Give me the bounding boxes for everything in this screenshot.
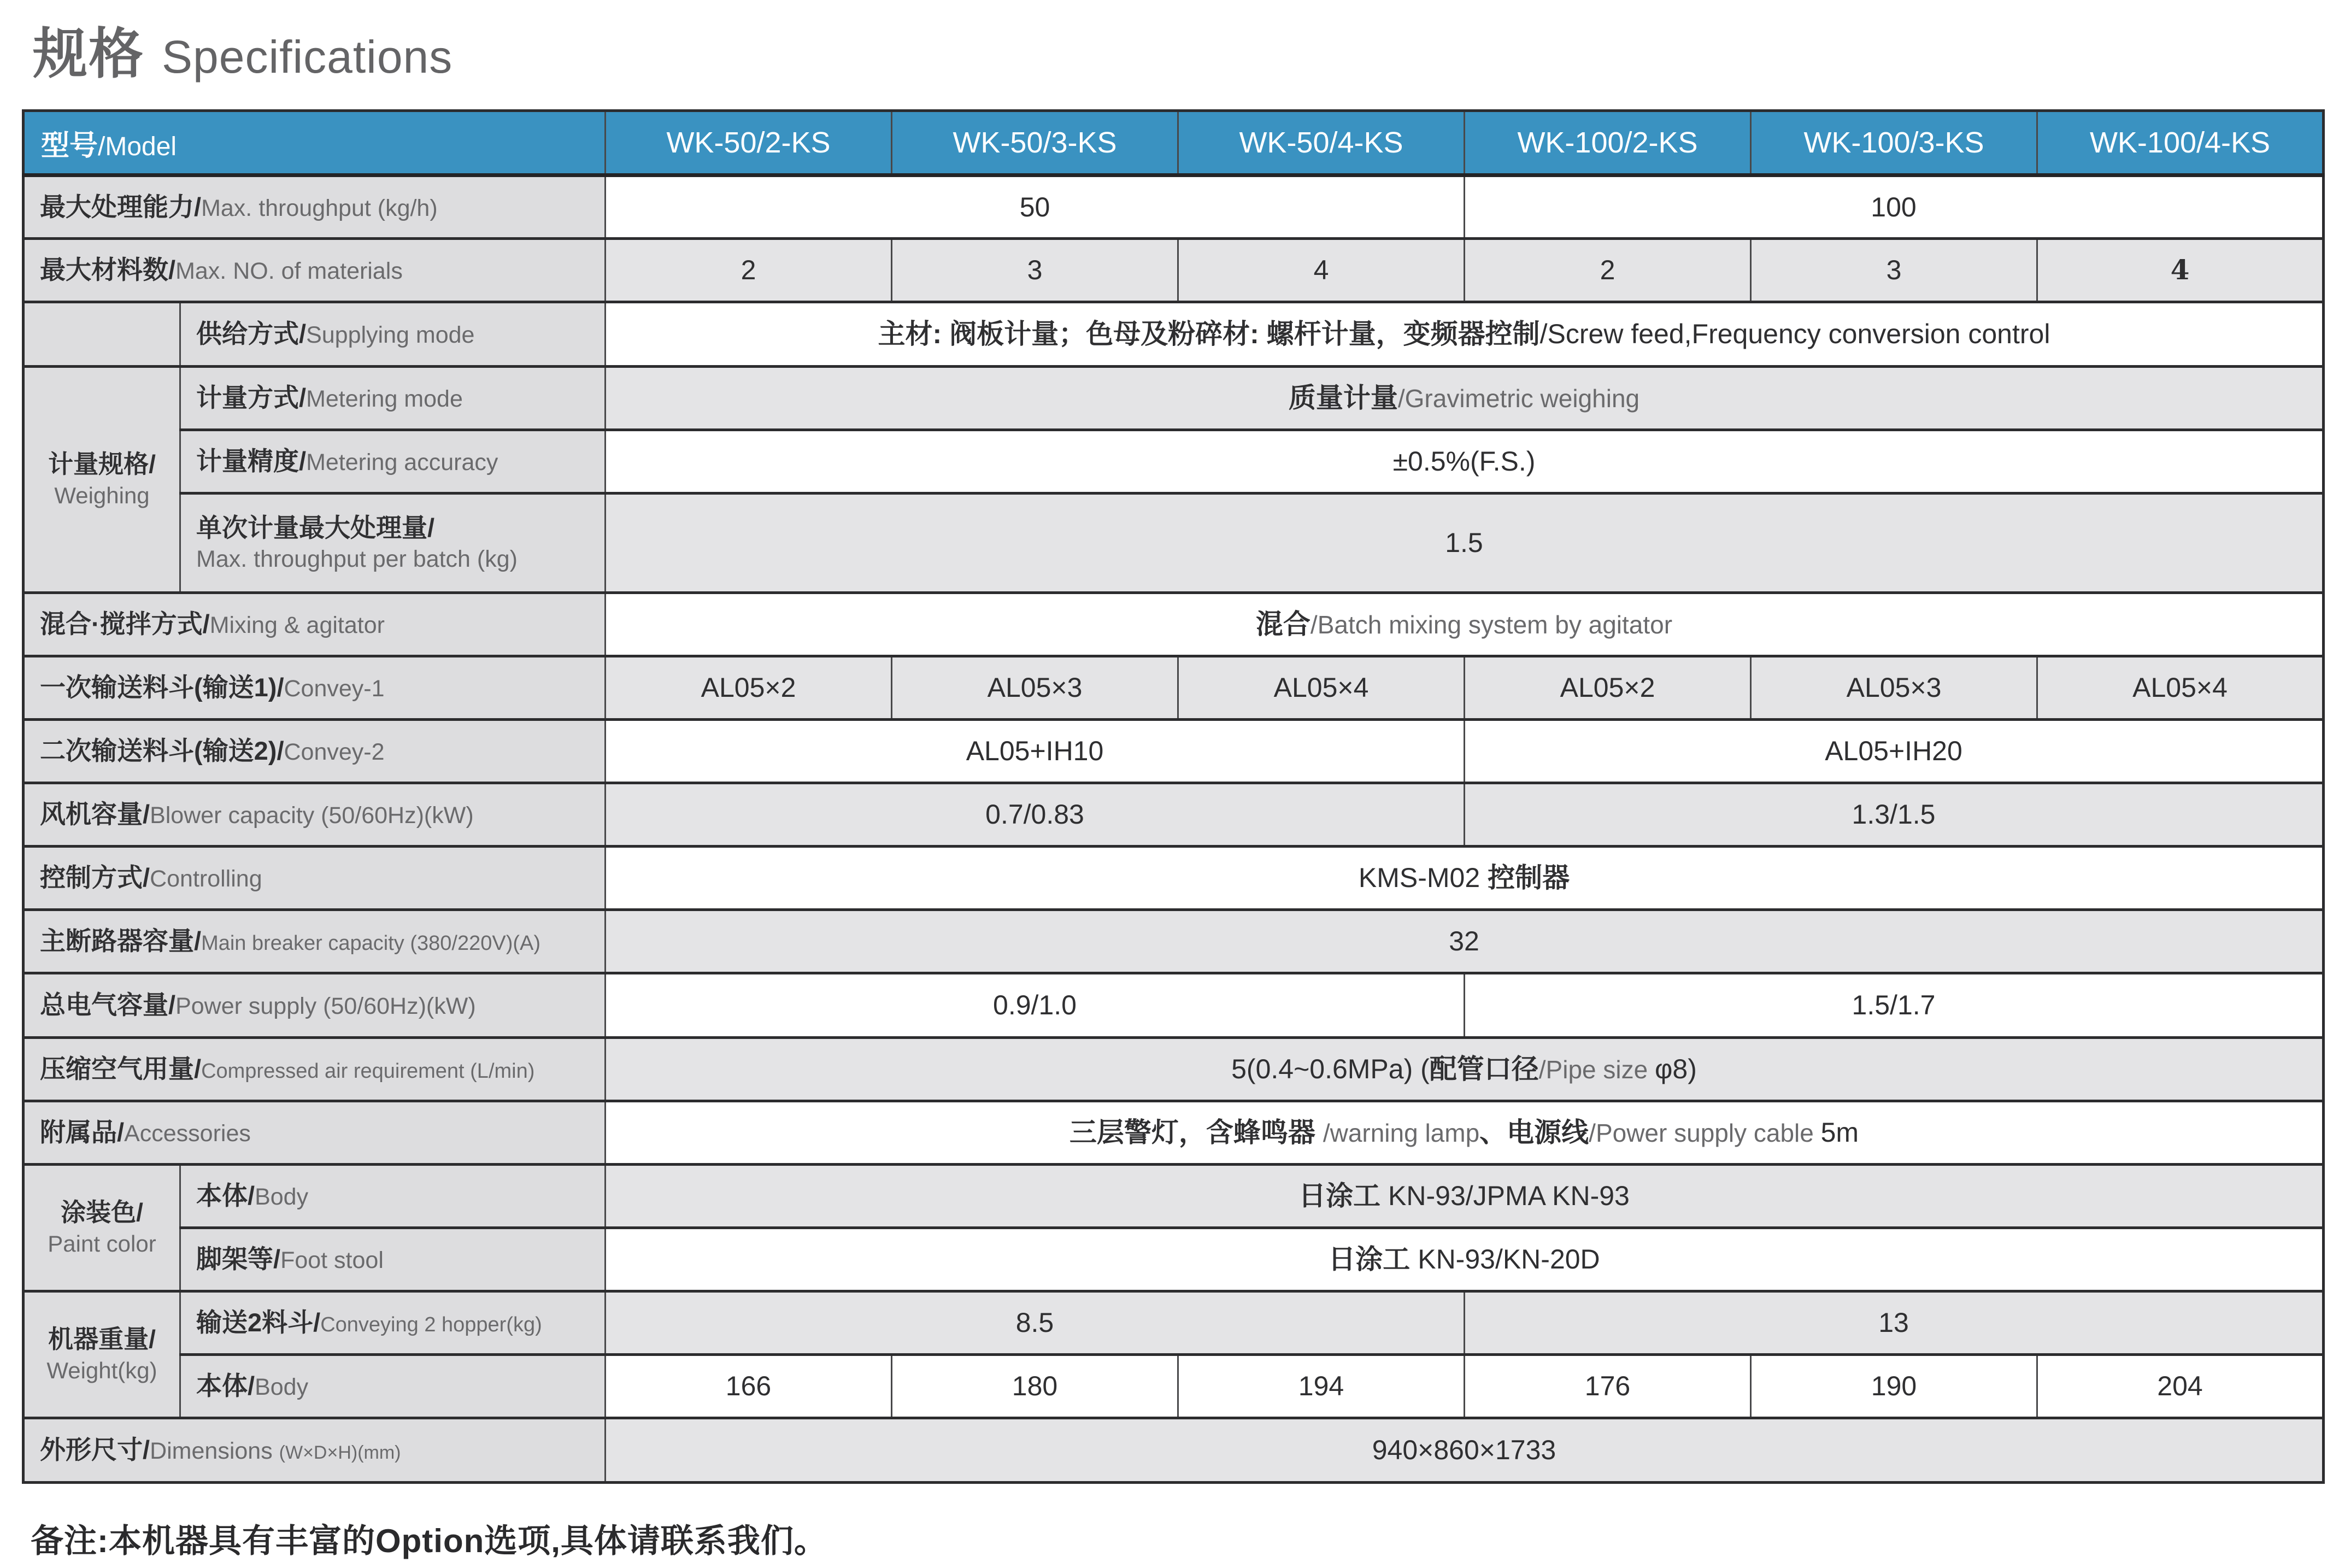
label-power-supply [23, 973, 606, 1038]
model-header-row [23, 111, 2324, 175]
value-weight-body-5 [2037, 1355, 2324, 1418]
label-zh: 脚架等/ [196, 1244, 281, 1274]
label-zh: 输送2料斗/ [196, 1308, 321, 1337]
value-blower-capacity-1 [1465, 783, 2324, 847]
text-segment: AL05×4 [2132, 672, 2228, 703]
label-en: Conveying 2 hopper(kg) [320, 1313, 542, 1337]
label-max-throughput [23, 175, 606, 239]
value-convey-1-5 [2037, 656, 2324, 720]
row-blower-capacity [23, 783, 2324, 847]
row-paint-body [23, 1165, 2324, 1228]
row-metering-accuracy [23, 430, 2324, 494]
row-accessories [23, 1101, 2324, 1165]
label-en: Main breaker capacity (380/220V)(A) [201, 932, 541, 955]
value-weight-body-3 [1465, 1355, 1751, 1418]
text-segment: 3 [1027, 255, 1043, 286]
label-zh: 总电气容量/ [40, 990, 176, 1020]
text-segment: AL05×3 [1846, 672, 1942, 703]
label-zh: 控制方式/ [40, 863, 150, 892]
text-segment: 50 [1019, 191, 1050, 222]
row-max-throughput [23, 175, 2324, 239]
label-en: Blower capacity (50/60Hz)(kW) [150, 802, 474, 829]
value-weight-convey-hopper-1 [1465, 1291, 2324, 1355]
group-label-en: Weighing [54, 483, 150, 509]
label-accessories [23, 1101, 606, 1165]
model-label-zh: 型号 [41, 130, 98, 162]
row-convey-1 [23, 656, 2324, 720]
group-label-zh: 涂装色/ [61, 1198, 143, 1227]
value-accessories-0 [606, 1101, 2324, 1165]
text-segment: 日涂工 [1328, 1244, 1418, 1275]
text-segment: KN-93/KN-20D [1418, 1244, 1600, 1275]
row-supplying-mode [23, 302, 2324, 367]
label-en: Mixing & agitator [209, 612, 385, 639]
model-header-wk-100-2-ks: WK-100/2-KS [1465, 111, 1751, 175]
label-en: Body [255, 1374, 309, 1401]
text-segment: KN-93/JPMA KN-93 [1388, 1181, 1630, 1212]
text-segment: ±0.5%(F.S.) [1392, 446, 1536, 477]
label-line2 [196, 544, 600, 574]
text-segment: 主材: 阀板计量；色母及粉碎材: 螺杆计量，变频器控制 [878, 319, 1540, 350]
label-convey-1 [23, 656, 606, 720]
value-max-materials-3 [1465, 239, 1751, 302]
label-zh: 供给方式/ [196, 319, 307, 349]
label-weight-convey-hopper [180, 1291, 606, 1355]
label-en: Accessories [124, 1120, 251, 1147]
text-segment: 控制器 [1488, 862, 1570, 894]
text-segment: /Power supply cable [1589, 1119, 1821, 1148]
value-convey-2-1 [1465, 720, 2324, 783]
value-weight-body-1 [892, 1355, 1178, 1418]
text-segment: /Gravimetric weighing [1397, 384, 1640, 413]
model-label-en: /Model [98, 132, 177, 161]
text-segment: 0.9/1.0 [993, 990, 1077, 1021]
text-segment: 940×860×1733 [1372, 1435, 1556, 1466]
value-supplying-mode-0 [606, 302, 2324, 367]
value-power-supply-0 [606, 973, 1465, 1038]
row-controlling [23, 847, 2324, 910]
label-paint-foot-stool [180, 1228, 606, 1291]
text-segment: AL05+IH10 [966, 736, 1104, 767]
label-metering-accuracy [180, 430, 606, 494]
text-segment: 质量计量 [1288, 383, 1398, 414]
label-zh: 最大处理能力/ [40, 192, 202, 221]
label-zh: 外形尺寸/ [40, 1435, 150, 1465]
value-max-throughput-1 [1465, 175, 2324, 239]
text-segment: AL05×4 [1273, 672, 1369, 703]
value-blower-capacity-0 [606, 783, 1465, 847]
row-paint-foot-stool [23, 1228, 2324, 1291]
row-power-supply [23, 973, 2324, 1038]
spec-table-head [23, 111, 2324, 175]
label-zh: 单次计量最大处理量/ [196, 513, 435, 542]
value-weight-body-2 [1178, 1355, 1465, 1418]
footer-note: 备注:本机器具有丰富的Option选项,具体请联系我们。 [31, 1523, 827, 1559]
label-en: Dimensions [150, 1438, 279, 1465]
text-segment: 204 [2157, 1371, 2203, 1402]
label-metering-mode [180, 367, 606, 430]
label-dimensions [23, 1418, 606, 1483]
label-en: Convey-1 [284, 676, 385, 702]
label-en: Foot stool [280, 1247, 384, 1274]
value-metering-mode-0 [606, 367, 2324, 430]
group-paint-body [23, 1165, 180, 1291]
group-label-en: Weight(kg) [46, 1358, 157, 1384]
row-metering-mode [23, 367, 2324, 430]
page-title-zh: 规格 [33, 24, 144, 85]
text-segment: 2 [741, 255, 756, 286]
label-zh: 二次输送料斗(输送2)/ [40, 736, 284, 766]
text-segment: /Pipe size [1538, 1055, 1655, 1084]
text-segment: /Screw feed,Frequency conversion control [1539, 319, 2050, 350]
text-segment: 3 [1886, 255, 1902, 286]
label-mixing [23, 593, 606, 656]
text-segment: 5m [1820, 1117, 1859, 1148]
text-segment: AL05×2 [1560, 672, 1655, 703]
row-mixing [23, 593, 2324, 656]
text-segment: AL05×3 [987, 672, 1083, 703]
label-en: Max. throughput per batch (kg) [196, 546, 518, 573]
text-segment: 0.7/0.83 [985, 799, 1084, 830]
row-max-materials [23, 239, 2324, 302]
group-weight-convey-hopper [23, 1291, 180, 1418]
row-compressed-air [23, 1038, 2324, 1101]
value-mixing-0 [606, 593, 2324, 656]
model-header-wk-50-2-ks: WK-50/2-KS [606, 111, 892, 175]
label-zh: 最大材料数/ [40, 255, 176, 285]
text-segment: AL05+IH20 [1825, 736, 1962, 767]
text-segment: AL05×2 [701, 672, 796, 703]
label-zh: 混合·搅拌方式/ [40, 609, 210, 639]
label-zh: 一次输送料斗(输送1)/ [40, 673, 284, 702]
label-en: Convey-2 [284, 739, 385, 766]
model-header-wk-50-4-ks: WK-50/4-KS [1178, 111, 1465, 175]
text-segment: 4 [2170, 254, 2190, 286]
text-segment: /warning lamp [1323, 1119, 1480, 1148]
value-power-supply-1 [1465, 973, 2324, 1038]
label-max-batch [180, 494, 606, 593]
text-segment: 日涂工 [1298, 1181, 1389, 1212]
page-title [33, 10, 453, 89]
label-zh: 压缩空气用量/ [40, 1054, 202, 1084]
row-main-breaker [23, 910, 2324, 973]
text-segment: KMS-M02 [1358, 862, 1488, 894]
value-main-breaker-0 [606, 910, 2324, 973]
value-convey-1-1 [892, 656, 1178, 720]
text-segment: 1.5 [1445, 527, 1483, 559]
label-zh: 计量方式/ [196, 383, 307, 413]
spec-table-body [23, 175, 2324, 1483]
label-max-materials [23, 239, 606, 302]
value-max-materials-2 [1178, 239, 1465, 302]
text-segment: 100 [1871, 191, 1917, 222]
group-label-en: Paint color [48, 1231, 156, 1257]
text-segment: 、 [1479, 1117, 1507, 1148]
label-en: Metering accuracy [306, 449, 498, 476]
value-paint-foot-stool-0 [606, 1228, 2324, 1291]
text-segment: 190 [1871, 1371, 1917, 1402]
value-max-materials-4 [1751, 239, 2037, 302]
value-metering-accuracy-0 [606, 430, 2324, 494]
group-label-zh: 机器重量/ [48, 1325, 156, 1354]
text-segment: 166 [725, 1371, 772, 1402]
label-en: Metering mode [306, 386, 463, 413]
value-convey-1-2 [1178, 656, 1465, 720]
label-compressed-air [23, 1038, 606, 1101]
value-max-throughput-0 [606, 175, 1465, 239]
label-en: Controlling [150, 866, 262, 892]
value-weight-convey-hopper-0 [606, 1291, 1465, 1355]
text-segment: 电源线 [1507, 1117, 1589, 1148]
text-segment: /Batch mixing system by agitator [1310, 610, 1673, 639]
label-convey-2 [23, 720, 606, 783]
text-segment: φ8) [1655, 1054, 1697, 1085]
value-paint-body-0 [606, 1165, 2324, 1228]
label-blower-capacity [23, 783, 606, 847]
label-en: Max. NO. of materials [175, 258, 403, 285]
label-supplying-mode [180, 302, 606, 367]
label-zh: 计量精度/ [196, 447, 307, 476]
label-weight-body [180, 1355, 606, 1418]
row-max-batch [23, 494, 2324, 593]
text-segment: 8.5 [1015, 1307, 1054, 1338]
model-header-wk-100-3-ks: WK-100/3-KS [1751, 111, 2037, 175]
label-zh: 风机容量/ [40, 800, 150, 829]
group-metering-mode [23, 367, 180, 593]
value-convey-1-0 [606, 656, 892, 720]
row-convey-2 [23, 720, 2324, 783]
value-compressed-air-0 [606, 1038, 2324, 1101]
value-max-materials-1 [892, 239, 1178, 302]
group-label-zh: 计量规格/ [48, 450, 156, 479]
model-label-cell [23, 111, 606, 175]
label-en: Body [255, 1184, 309, 1211]
spec-table [22, 109, 2325, 1484]
value-max-batch-0 [606, 494, 2324, 593]
group-empty-cell [23, 302, 180, 367]
value-max-materials-0 [606, 239, 892, 302]
text-segment: 176 [1584, 1371, 1631, 1402]
row-dimensions [23, 1418, 2324, 1483]
label-en: Max. throughput (kg/h) [201, 195, 438, 221]
row-weight-convey-hopper [23, 1291, 2324, 1355]
label-zh: 附属品/ [40, 1118, 125, 1147]
label-controlling [23, 847, 606, 910]
value-convey-1-4 [1751, 656, 2037, 720]
value-weight-body-0 [606, 1355, 892, 1418]
label-en: Power supply (50/60Hz)(kW) [175, 993, 476, 1020]
text-segment: 1.3/1.5 [1852, 799, 1936, 830]
text-segment: 180 [1012, 1371, 1058, 1402]
text-segment: 1.5/1.7 [1852, 990, 1936, 1021]
text-segment: 2 [1600, 255, 1615, 286]
text-segment: 194 [1298, 1371, 1344, 1402]
label-en: Compressed air requirement (L/min) [201, 1060, 535, 1083]
row-weight-body [23, 1355, 2324, 1418]
label-line1 [196, 512, 600, 544]
text-segment: 32 [1449, 926, 1479, 957]
text-segment: 混合 [1255, 609, 1311, 640]
value-dimensions-0 [606, 1418, 2324, 1483]
label-paint-body [180, 1165, 606, 1228]
model-header-wk-100-4-ks: WK-100/4-KS [2037, 111, 2324, 175]
label-zh: 主断路器容量/ [40, 926, 202, 956]
label-main-breaker [23, 910, 606, 973]
label-en-small: (W×D×H)(mm) [279, 1442, 401, 1464]
label-en: Supplying mode [306, 322, 475, 349]
text-segment: 4 [1313, 255, 1329, 286]
value-convey-2-0 [606, 720, 1465, 783]
label-zh: 本体/ [196, 1371, 255, 1401]
value-convey-1-3 [1465, 656, 1751, 720]
text-segment: 配管口径 [1429, 1054, 1539, 1085]
value-weight-body-4 [1751, 1355, 2037, 1418]
value-controlling-0 [606, 847, 2324, 910]
label-zh: 本体/ [196, 1181, 255, 1211]
model-header-wk-50-3-ks: WK-50/3-KS [892, 111, 1178, 175]
text-segment: 5(0.4~0.6MPa) ( [1231, 1054, 1430, 1085]
text-segment: 三层警灯，含蜂鸣器 [1069, 1117, 1323, 1148]
text-segment: 13 [1878, 1307, 1909, 1338]
page-title-en: Specifications [162, 31, 453, 83]
value-max-materials-5 [2037, 239, 2324, 302]
